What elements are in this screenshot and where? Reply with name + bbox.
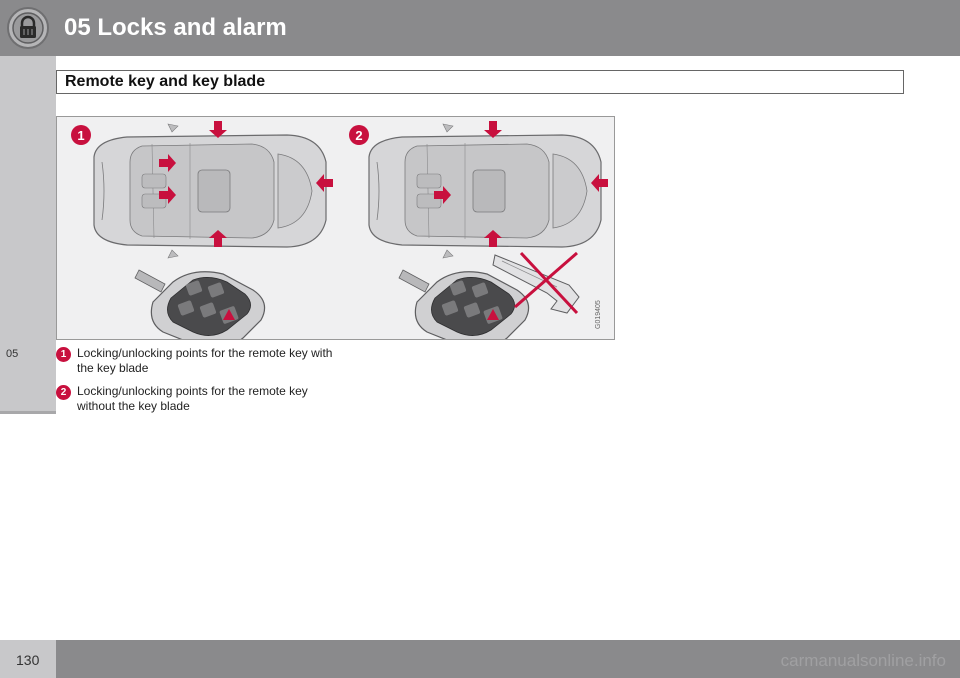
legend-item (56, 384, 336, 414)
side-tab-shadow (0, 411, 56, 414)
illustration-figure (56, 116, 615, 340)
car-key-illustration (57, 117, 614, 339)
watermark-text: carmanualsonline.info (780, 651, 946, 670)
remote-key-without-blade (399, 270, 529, 339)
legend-badge-2: 2 (56, 385, 71, 400)
figure-legend (56, 346, 336, 422)
lock-icon (6, 6, 50, 50)
section-title: Remote key and key blade (65, 73, 266, 90)
callout-number-1: 1 (77, 128, 85, 143)
callout-badge-1 (71, 125, 91, 145)
callout-badge-2 (349, 125, 369, 145)
legend-item (56, 346, 336, 376)
legend-text: Locking/unlocking points for the remote key with the key blade (77, 346, 333, 375)
page-header (0, 0, 960, 56)
callout-number-2: 2 (355, 128, 363, 143)
section-heading-bar (56, 70, 904, 94)
remote-key-with-blade (135, 270, 265, 339)
legend-badge-1: 1 (56, 347, 71, 362)
footer-page-tab (0, 640, 56, 678)
legend-text: Locking/unlocking points for the remote key without the key blade (77, 384, 308, 413)
figure-code: G019405 (595, 300, 602, 329)
page-footer (0, 640, 960, 678)
side-tab-label: 05 (6, 348, 19, 360)
chapter-title: 05 Locks and alarm (64, 14, 287, 41)
page-number: 130 (16, 652, 40, 668)
